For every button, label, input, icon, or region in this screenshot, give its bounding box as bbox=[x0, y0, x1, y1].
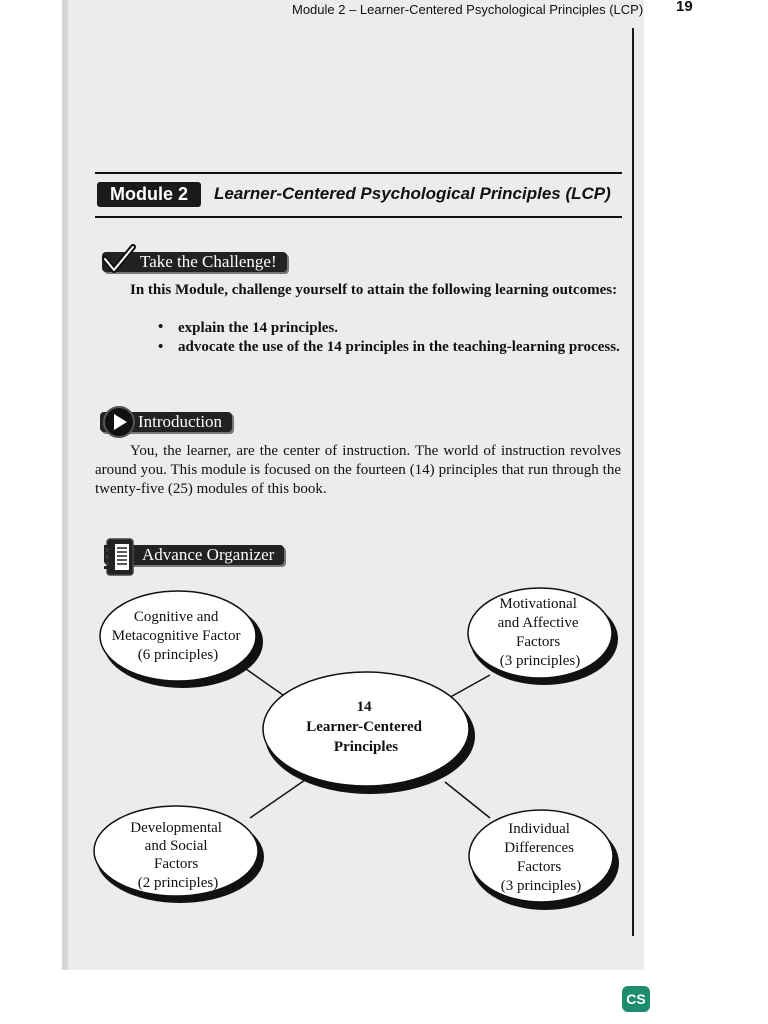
node-line: Factors bbox=[154, 856, 199, 872]
page-number: 19 bbox=[676, 0, 693, 15]
node-line: and Social bbox=[144, 838, 208, 854]
challenge-bullet: advocate the use of the 14 principles in the teaching-learning process. bbox=[178, 339, 620, 355]
individual-differences-node bbox=[469, 810, 619, 910]
organizer-banner-label: Advance Organizer bbox=[142, 545, 275, 564]
connector-line bbox=[445, 675, 490, 700]
challenge-intro: In this Module, challenge yourself to attain the following learning outcomes: bbox=[130, 282, 618, 298]
module-title: Learner-Centered Psychological Principles (LCP) bbox=[214, 184, 611, 203]
node-line: Differences bbox=[504, 840, 574, 856]
running-header: Module 2 – Learner-Centered Psychological Principles (LCP) bbox=[292, 2, 644, 17]
bullet-marker: • bbox=[158, 319, 164, 335]
node-line: and Affective bbox=[497, 615, 579, 631]
connector-line bbox=[445, 782, 490, 818]
node-line: Factors bbox=[517, 859, 562, 875]
cognitive-metacognitive-node bbox=[100, 591, 263, 688]
developmental-social-node bbox=[94, 806, 264, 903]
node-line: (3 principles) bbox=[499, 653, 581, 669]
node-line: Individual bbox=[508, 821, 570, 837]
node-line: Cognitive and bbox=[133, 609, 219, 625]
connector-line bbox=[250, 780, 305, 818]
introduction-text: You, the learner, are the center of instruction. The world of instruction revolves around you. This module is focused on the fourteen (14) principles that run through the twenty-five (25) modules of this book. bbox=[95, 443, 621, 497]
node-line: 14 bbox=[356, 699, 372, 715]
node-line: Principles bbox=[333, 739, 399, 755]
node-line: Developmental bbox=[130, 820, 222, 836]
node-line: Learner-Centered bbox=[306, 719, 423, 735]
node-line: (6 principles) bbox=[137, 647, 219, 663]
motivational-affective-node bbox=[468, 588, 618, 685]
node-line: Metacognitive Factor bbox=[111, 628, 241, 644]
challenge-banner-label: Take the Challenge! bbox=[140, 252, 277, 271]
learner-centered-principles-node bbox=[263, 672, 475, 794]
bullet-marker: • bbox=[158, 339, 164, 355]
node-line: Motivational bbox=[499, 596, 577, 612]
node-line: (2 principles) bbox=[137, 875, 219, 891]
camscanner-watermark-logo: CS bbox=[622, 986, 650, 1012]
introduction-banner-label: Introduction bbox=[138, 412, 223, 431]
node-line: (3 principles) bbox=[500, 878, 582, 894]
challenge-bullet: explain the 14 principles. bbox=[178, 320, 339, 336]
node-line: Factors bbox=[516, 634, 561, 650]
module-badge: Module 2 bbox=[97, 182, 201, 207]
